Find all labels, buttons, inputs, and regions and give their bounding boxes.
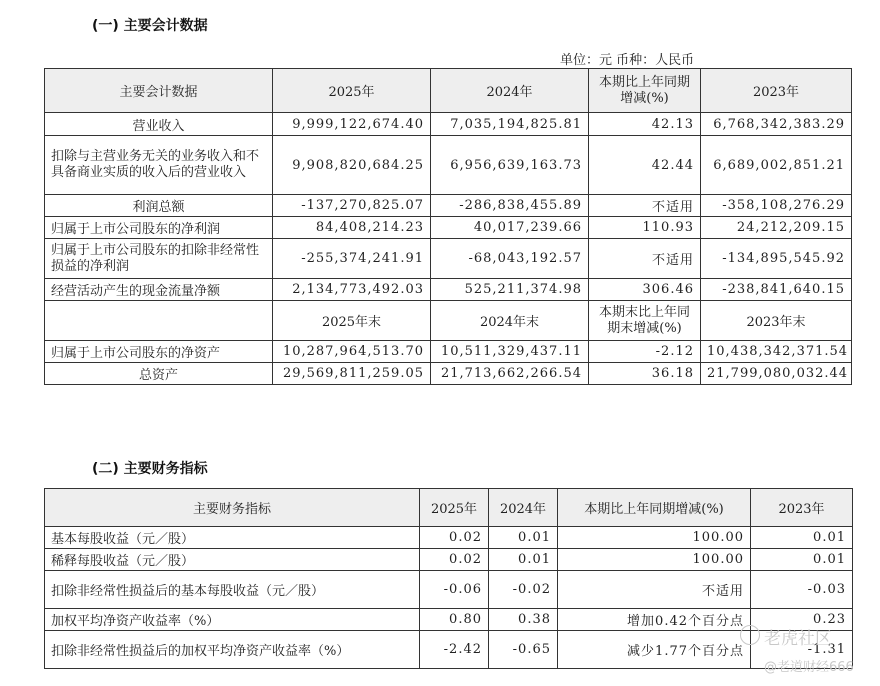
row-label: 扣除非经常性损益后的加权平均净资产收益率（%） [45,631,420,669]
table-row [45,217,852,239]
cell: 9,999,122,674.40 [273,113,431,136]
row-label: 经营活动产生的现金流量净额 [45,279,273,301]
cell: 10,287,964,513.70 [273,341,431,363]
cell: 0.01 [489,549,558,571]
header-cell: 2023年 [751,489,853,527]
cell: 100.00 [558,549,751,571]
table-row [45,571,853,609]
table-row [45,279,852,301]
cell: -1.31 [751,631,853,669]
header-cell: 2023年 [701,69,852,113]
cell: 84,408,214.23 [273,217,431,239]
cell: 40,017,239.66 [431,217,589,239]
cell: 100.00 [558,527,751,549]
cell: -2.42 [420,631,489,669]
cell: 21,713,662,266.54 [431,363,589,385]
cell: 0.02 [420,527,489,549]
cell: 6,768,342,383.29 [701,113,852,136]
table-row [45,527,853,549]
cell: 6,689,002,851.21 [701,136,852,195]
cell: 24,212,209.15 [701,217,852,239]
header-cell: 2025年末 [273,301,431,341]
section1-title: (一) 主要会计数据 [92,18,208,34]
cell: -0.65 [489,631,558,669]
header-cell: 2024年末 [431,301,589,341]
watermark-handle: @老道财经666 [764,660,854,675]
cell: 0.01 [489,527,558,549]
cell: 增加0.42个百分点 [558,609,751,631]
row-label: 归属于上市公司股东的净资产 [45,341,273,363]
row-label: 稀释每股收益（元／股） [45,549,420,571]
cell: -358,108,276.29 [701,195,852,217]
cell: 0.01 [751,527,853,549]
header-cell: 2025年 [273,69,431,113]
cell: 0.02 [420,549,489,571]
cell: 42.44 [589,136,701,195]
row-label: 总资产 [45,363,273,385]
cell: 7,035,194,825.81 [431,113,589,136]
cell: 0.80 [420,609,489,631]
cell: 不适用 [558,571,751,609]
table-header-row [45,69,852,113]
row-label: 归属于上市公司股东的净利润 [45,217,273,239]
cell: 0.38 [489,609,558,631]
table-row [45,239,852,279]
cell: -137,270,825.07 [273,195,431,217]
cell: 21,799,080,032.44 [701,363,852,385]
cell: 6,956,639,163.73 [431,136,589,195]
header-cell [45,301,273,341]
row-label: 加权平均净资产收益率（%） [45,609,420,631]
cell: 29,569,811,259.05 [273,363,431,385]
cell: 110.93 [589,217,701,239]
cell: 减少1.77个百分点 [558,631,751,669]
header-cell: 2025年 [420,489,489,527]
cell: 36.18 [589,363,701,385]
header-cell: 本期比上年同期增减(%) [589,69,701,113]
cell: 525,211,374.98 [431,279,589,301]
row-label: 扣除与主营业务无关的业务收入和不具备商业实质的收入后的营业收入 [45,136,273,195]
cell: 9,908,820,684.25 [273,136,431,195]
header-cell: 2023年末 [701,301,852,341]
header-cell: 2024年 [489,489,558,527]
cell: -2.12 [589,341,701,363]
table-row [45,363,852,385]
financial-indicators-table [44,488,853,669]
cell: 不适用 [589,239,701,279]
table-row [45,195,852,217]
header-cell: 本期比上年同期增减(%) [558,489,751,527]
table-row [45,136,852,195]
cell: -286,838,455.89 [431,195,589,217]
cell: 10,511,329,437.11 [431,341,589,363]
tiger-logo-icon [740,625,760,645]
accounting-data-table [44,68,852,385]
cell: 306.46 [589,279,701,301]
cell: 0.23 [751,609,853,631]
table-row [45,609,853,631]
row-label: 营业收入 [45,113,273,136]
cell: 10,438,342,371.54 [701,341,852,363]
cell: -0.03 [751,571,853,609]
cell: 0.01 [751,549,853,571]
header-cell: 主要财务指标 [45,489,420,527]
table-subheader-row [45,301,852,341]
cell: 2,134,773,492.03 [273,279,431,301]
row-label: 基本每股收益（元／股） [45,527,420,549]
row-label: 归属于上市公司股东的扣除非经常性损益的净利润 [45,239,273,279]
row-label: 利润总额 [45,195,273,217]
cell: -238,841,640.15 [701,279,852,301]
table-row [45,549,853,571]
cell: -0.02 [489,571,558,609]
header-cell: 2024年 [431,69,589,113]
table-header-row [45,489,853,527]
cell: -255,374,241.91 [273,239,431,279]
section2-title: (二) 主要财务指标 [92,461,208,477]
row-label: 扣除非经常性损益后的基本每股收益（元／股） [45,571,420,609]
table-row [45,113,852,136]
table-row [45,631,853,669]
cell: 不适用 [589,195,701,217]
table-row [45,341,852,363]
cell: 42.13 [589,113,701,136]
cell: -134,895,545.92 [701,239,852,279]
cell: -0.06 [420,571,489,609]
header-cell: 主要会计数据 [45,69,273,113]
unit-label: 单位：元 币种：人民币 [560,53,695,68]
header-cell: 本期末比上年同期末增减(%) [589,301,701,341]
cell: -68,043,192.57 [431,239,589,279]
watermark-brand: 老虎社区 [764,629,832,649]
